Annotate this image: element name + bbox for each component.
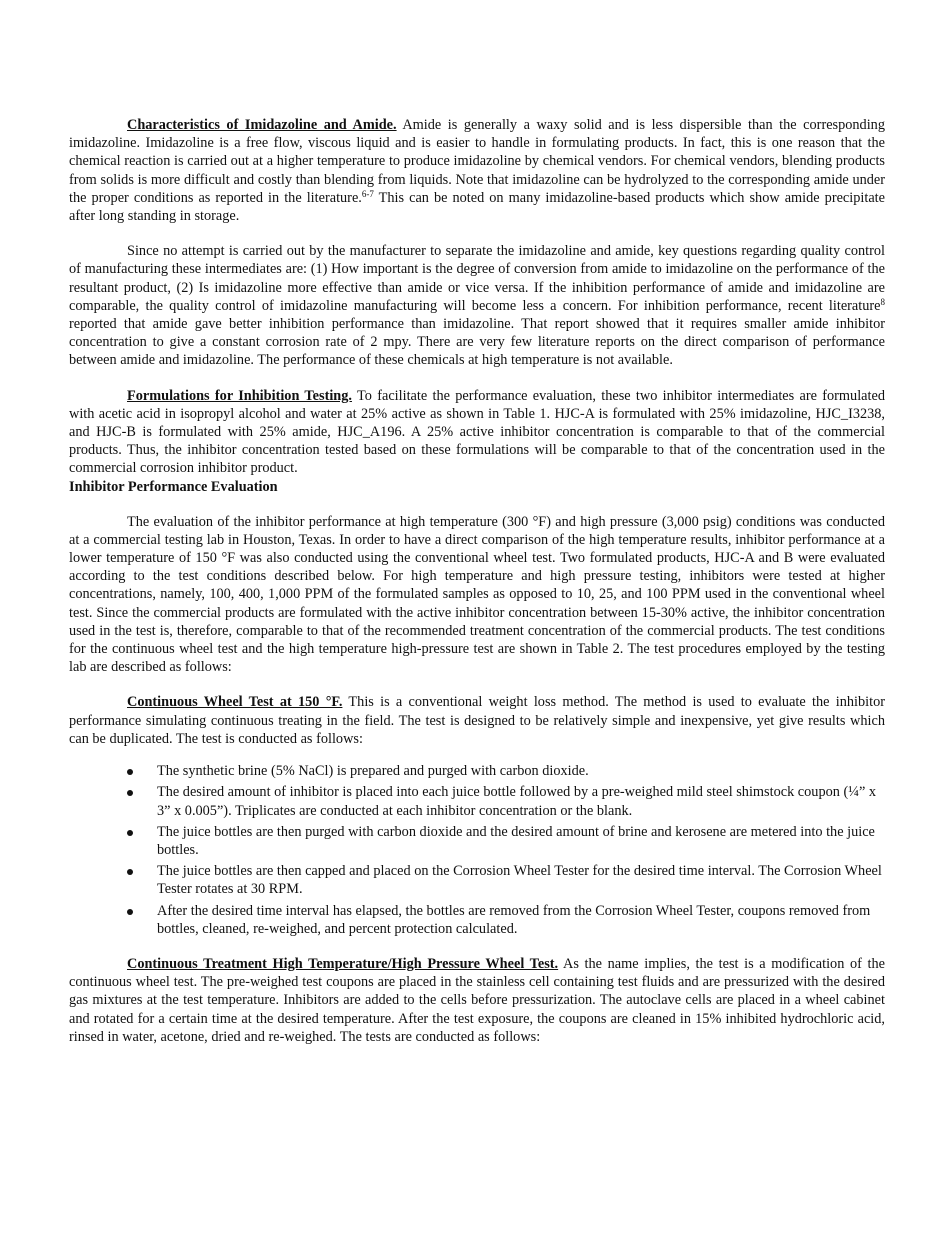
characteristics-paragraph	[69, 116, 885, 225]
document-page	[69, 116, 885, 1046]
formulations-paragraph	[69, 387, 885, 478]
characteristics-reference: 6-7	[361, 188, 374, 199]
list-item-text: The desired amount of inhibitor is placed into each juice bottle followed by a pre-weighed mild steel shimstock coupon (¼” x 3” x 0.005”). Triplicates are conducted at each inhibitor concentration or the blank.	[157, 784, 877, 819]
list-item-text: After the desired time interval has elapsed, the bottles are removed from the Corrosion Wheel Tester, coupons removed from bottles, cleaned, re-weighed, and percent protection calculated.	[157, 902, 871, 937]
evaluation-paragraph	[69, 513, 885, 677]
quality-text-b: reported that amide gave better inhibition performance than imidazoline. That report showed that it requires smaller amide inhibitor concentration to give a constant corrosion rate of 2 mpy. There are very few literature reports on the direct comparison of performance between amide and imidazoline. The performance of these chemicals at high temperature is not available.	[69, 316, 885, 369]
hthp-test-paragraph	[69, 955, 885, 1046]
list-item	[127, 762, 885, 780]
list-item-text: The juice bottles are then purged with carbon dioxide and the desired amount of brine and kerosene are metered into the juice bottles.	[157, 823, 875, 858]
wheel-test-paragraph	[69, 693, 885, 748]
list-item-text: The synthetic brine (5% NaCl) is prepared and purged with carbon dioxide.	[157, 763, 589, 780]
quality-reference: 8	[880, 296, 885, 307]
formulations-text: To facilitate the performance evaluation, these two inhibitor intermediates are formulated with acetic acid in isopropyl alcohol and water at 25% active as shown in Table 1. HJC-A is formulated with 25% imidazoline, HJC_I3238, and HJC-B is formulated with 25% amide, HJC_A196. A 25% active inhibitor concentration is comparable to that of the commercial products. Thus, the inhibitor concentration tested based on these formulations will be comparable to that of the concentration used in the commercial corrosion inhibitor product.	[69, 387, 885, 477]
formulations-heading: Formulations for Inhibition Testing.	[127, 387, 352, 404]
quality-text-a: Since no attempt is carried out by the manufacturer to separate the imidazoline and amide, key questions regarding quality control of manufacturing these intermediates are: (1) How important is the degree of conversion from amide to imidazoline on the performance of the resultant product, (2) Is imidazoline more effective than amide or vice versa. If the inhibition performance of amide and imidazoline are comparable, the quality control of imidazoline manufacturing will become less a concern. For inhibition performance, recent literature	[69, 243, 885, 314]
list-item	[127, 823, 885, 859]
list-item	[127, 862, 885, 898]
bullet-icon	[127, 790, 133, 796]
characteristics-text-a: Amide is generally a waxy solid and is less dispersible than the corresponding imidazoline. Imidazoline is a free flow, viscous liquid and is easier to handle in formulating products. In fact, this is one reason that the chemical reaction is carried out at a higher temperature to produce imidazoline by chemical vendors. For chemical vendors, blending products from solids is more difficult and costly than blending from liquids. Note that imidazoline can be hydrolyzed to the corresponding amide under the proper conditions as reported in the literature.	[69, 117, 885, 206]
wheel-test-text: This is a conventional weight loss method. The method is used to evaluate the inhibitor performance simulating continuous treating in the field. The test is designed to be relatively simple and inexpensive, yet give results which can be duplicated. The test is conducted as follows:	[69, 694, 885, 747]
quality-paragraph	[69, 242, 885, 369]
list-item	[127, 783, 885, 819]
evaluation-text: The evaluation of the inhibitor performance at high temperature (300 °F) and high pressure (3,000 psig) conditions was conducted at a commercial testing lab in Houston, Texas. In order to have a direct comparison of the high temperature results, inhibitor performance at a lower temperature of 150 °F was also conducted using the conventional wheel test. Two formulated products, HJC-A and B were evaluated according to the test conditions described below. For high temperature and high pressure testing, inhibitors were tested at higher concentrations, namely, 100, 400, 1,000 PPM of the formulated samples as opposed to 10, 25, and 100 PPM used in the conventional wheel test. Since the commercial products are formulated with the active inhibitor concentration between 15-30% active, the inhibitor concentration used in the test is, therefore, comparable to that of the recommended treatment concentration of the commercial products. The test conditions for the continuous wheel test and the high temperature high-pressure test are shown in Table 2. The test procedures employed by the testing lab are described as follows:	[69, 513, 885, 676]
characteristics-text-b: This can be noted on many imidazoline-based products which show amide precipitate after long standing in storage.	[69, 189, 885, 225]
list-item-text: The juice bottles are then capped and placed on the Corrosion Wheel Tester for the desired time interval. The Corrosion Wheel Tester rotates at 30 RPM.	[157, 863, 882, 898]
bullet-icon	[127, 909, 133, 915]
hthp-test-text: As the name implies, the test is a modification of the continuous wheel test. The pre-weighed test coupons are placed in the stainless cell containing test fluids and are pressurized with the desired gas mixtures at the test temperature. Inhibitors are added to the cells before pressurization. The autoclave cells are placed in a wheel cabinet and rotated for a certain time at the desired temperature. After the test exposure, the coupons are cleaned in 15% inhibited hydrochloric acid, rinsed in water, acetone, dried and re-weighed. The tests are conducted as follows:	[69, 955, 885, 1045]
evaluation-section-heading: Inhibitor Performance Evaluation	[69, 478, 278, 495]
hthp-test-heading: Continuous Treatment High Temperature/High Pressure Wheel Test.	[127, 955, 559, 972]
list-item	[127, 902, 885, 938]
bullet-icon	[127, 769, 133, 775]
wheel-test-heading: Continuous Wheel Test at 150 °F.	[127, 694, 343, 711]
wheel-test-procedure-list	[69, 762, 885, 938]
characteristics-heading: Characteristics of Imidazoline and Amide.	[127, 117, 397, 133]
bullet-icon	[127, 869, 133, 875]
bullet-icon	[127, 830, 133, 836]
